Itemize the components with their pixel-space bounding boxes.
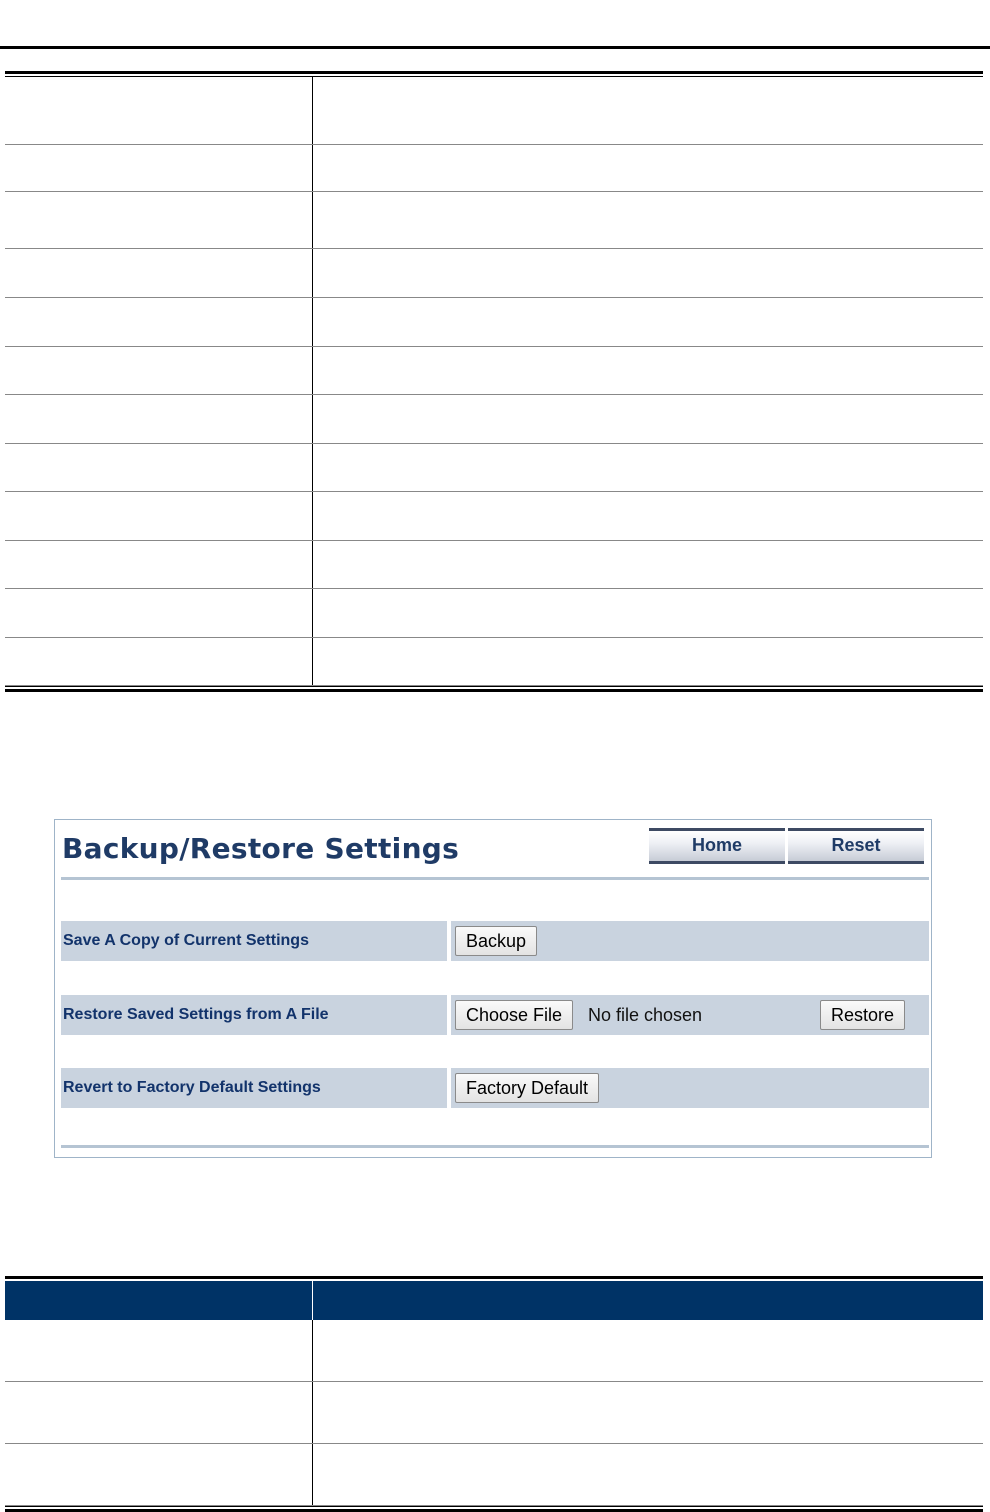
table-row <box>5 145 983 192</box>
restore-control-cell <box>451 995 929 1035</box>
reset-button[interactable]: Reset <box>788 828 924 864</box>
backup-control-cell <box>451 921 929 961</box>
table-top-rule <box>5 1276 983 1279</box>
table-row <box>5 492 983 541</box>
file-status-text: No file chosen <box>588 1005 703 1025</box>
panel-divider <box>61 877 929 880</box>
factory-default-control-cell <box>451 1068 929 1108</box>
table-row <box>5 1320 983 1382</box>
table-row <box>5 249 983 298</box>
factory-default-label: Revert to Factory Default Settings <box>61 1068 447 1108</box>
table-row <box>5 638 983 686</box>
table-row <box>5 192 983 249</box>
table-row <box>5 1444 983 1506</box>
table-row <box>5 589 983 638</box>
panel-title: Backup/Restore Settings <box>62 832 460 865</box>
table-bottom-rule-thin <box>5 686 983 687</box>
table-row <box>5 395 983 444</box>
backup-row <box>61 921 929 961</box>
table-row <box>5 541 983 589</box>
restore-button[interactable]: Restore <box>820 1000 905 1030</box>
choose-file-button[interactable]: Choose File <box>455 1000 573 1030</box>
restore-label: Restore Saved Settings from A File <box>61 995 447 1035</box>
table-row <box>5 1382 983 1444</box>
table-row <box>5 298 983 347</box>
table-bottom-rule-thin <box>5 1506 983 1507</box>
panel-bottom-divider <box>61 1145 929 1148</box>
table-row <box>5 347 983 395</box>
page-header-rule <box>0 46 990 49</box>
table-header <box>5 1281 983 1320</box>
lower-table <box>5 1276 983 1512</box>
backup-restore-panel <box>54 819 932 1158</box>
factory-default-row <box>61 1068 929 1108</box>
upper-table <box>5 71 983 692</box>
backup-label: Save A Copy of Current Settings <box>61 921 447 961</box>
table-top-rule <box>5 71 983 74</box>
table-row <box>5 444 983 492</box>
home-button[interactable]: Home <box>649 828 785 864</box>
table-row <box>5 77 983 145</box>
table-bottom-rule <box>5 689 983 692</box>
factory-default-button[interactable]: Factory Default <box>455 1073 599 1103</box>
restore-row <box>61 995 929 1035</box>
backup-button[interactable]: Backup <box>455 926 537 956</box>
